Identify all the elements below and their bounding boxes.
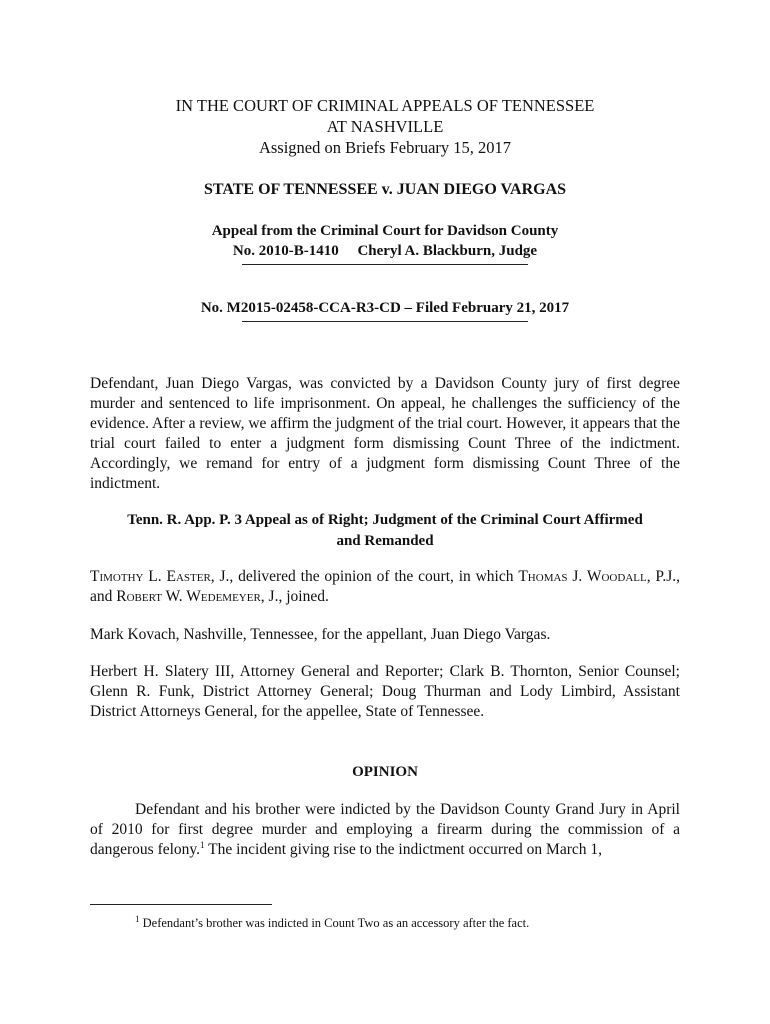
footnote-reference[interactable]: 1 (200, 839, 205, 850)
appellant-counsel (90, 625, 680, 645)
court-header (90, 95, 680, 158)
appeal-info (90, 221, 680, 266)
holding-line2: and Remanded (336, 533, 434, 549)
case-title: STATE OF TENNESSEE v. JUAN DIEGO VARGAS (203, 181, 567, 198)
holding-line1: Tenn. R. App. P. 3 Appeal as of Right; Judgment of the Criminal Court Affirmed (127, 512, 643, 528)
holding (90, 510, 680, 552)
document-page (90, 0, 680, 1024)
appeal-trial-line (90, 241, 680, 261)
appellant-counsel-text: Mark Kovach, Nashville, Tennessee, for the appellant, Juan Diego Vargas. (90, 626, 551, 643)
trial-number: No. 2010-B-1410 (232, 243, 339, 259)
court-location: AT NASHVILLE (326, 117, 444, 136)
footnote-divider (90, 904, 272, 905)
footnote-mark: 1 (135, 913, 140, 924)
summary-text: Defendant, Juan Diego Vargas, was convicted by a Davidson County jury of first degree murder and sentenced to life imprisonment. On appeal, he challenges the sufficiency of the evidence. After a review, we affirm the judgment of the trial court. However, it appears that the trial court failed to enter a judgment form dismissing Count Three of the indictment. Accordingly, we remand for entry of a judgment form dismissing Count Three of the indictment. (90, 375, 680, 492)
author-name: Timothy L. Easter (90, 568, 211, 585)
footnote-text: Defendant’s brother was indicted in Count Two as an accessory after the fact. (139, 916, 530, 930)
court-name: IN THE COURT OF CRIMINAL APPEALS OF TENNESSEE (175, 96, 595, 115)
trial-judge: Cheryl A. Blackburn, Judge (357, 243, 538, 259)
authorship: Timothy L. Easter, J., delivered the opinion of the court, in which Thomas J. Woodall, P.J., and Robert W. Wedemeyer, J., joined. (90, 568, 680, 605)
opinion-paragraph: Defendant and his brother were indicted by the Davidson County Grand Jury in April of 2010 for first degree murder and employing a firearm during the commission of a dangerous felony.$^1$ The incident giving rise to the indictment occurred on March 1, (90, 801, 680, 858)
appellee-counsel-text: Herbert H. Slatery III, Attorney General and Reporter; Clark B. Thornton, Senior Counsel; Glenn R. Funk, District Attorney General; Doug Thurman and Lody Limbird, Assistant District Attorneys General, for the appellee, State of Tennessee. (90, 663, 680, 720)
docket-block (90, 298, 680, 323)
assigned-date: Assigned on Briefs February 15, 2017 (258, 138, 512, 157)
divider-rule (242, 321, 528, 323)
case-summary (90, 374, 680, 494)
judge-name: Robert W. Wedemeyer (116, 588, 261, 605)
opinion-heading: OPINION (352, 764, 418, 780)
divider-rule (242, 264, 528, 266)
opinion-body (90, 800, 680, 860)
footnote (135, 915, 680, 931)
judge-name: Thomas J. Woodall (518, 568, 647, 585)
appellee-counsel (90, 662, 680, 722)
appeal-origin: Appeal from the Criminal Court for Davidson County (211, 223, 559, 239)
docket-number: No. M2015-02458-CCA-R3-CD – Filed February 21, 2017 (200, 300, 570, 316)
